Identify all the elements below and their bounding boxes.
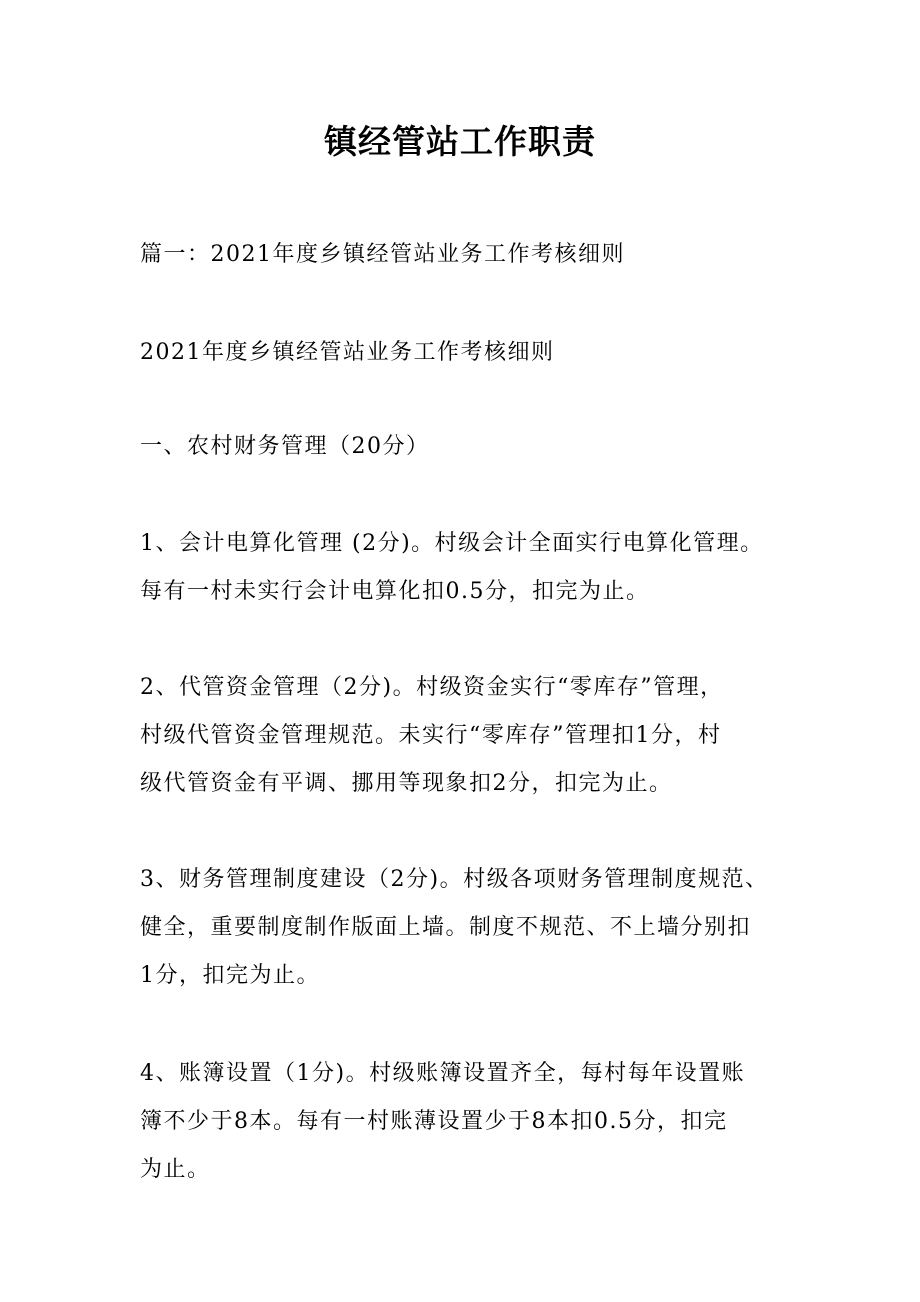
item-4-line-2: 簿不少于8本。每有一村账薄设置少于8本扣0.5分，扣完 bbox=[140, 1109, 728, 1134]
item-4-line-3: 为止。 bbox=[140, 1157, 211, 1182]
section-heading-part-one: 篇一：2021年度乡镇经管站业务工作考核细则 bbox=[140, 242, 625, 267]
item-1-line-1: 1、会计电算化管理 (2分)。村级会计全面实行电算化管理。 bbox=[140, 531, 764, 556]
item-3-line-2: 健全，重要制度制作版面上墙。制度不规范、不上墙分别扣 bbox=[140, 915, 752, 940]
item-2-line-3: 级代管资金有平调、挪用等现象扣2分，扣完为止。 bbox=[140, 771, 673, 796]
section-heading-finance: 一、农村财务管理（20分） bbox=[140, 434, 430, 459]
subtitle: 2021年度乡镇经管站业务工作考核细则 bbox=[140, 340, 555, 365]
item-3-line-1: 3、财务管理制度建设（2分)。村级各项财务管理制度规范、 bbox=[140, 867, 769, 892]
item-2-line-2: 村级代管资金管理规范。未实行“零库存”管理扣1分，村 bbox=[140, 723, 722, 748]
item-3-line-3: 1分，扣完为止。 bbox=[140, 963, 320, 988]
item-2-line-1: 2、代管资金管理（2分)。村级资金实行“零库存”管理， bbox=[140, 675, 724, 700]
item-1-line-2: 每有一村未实行会计电算化扣0.5分，扣完为止。 bbox=[140, 579, 650, 604]
document-title: 镇经管站工作职责 bbox=[324, 122, 596, 161]
item-4-line-1: 4、账簿设置（1分)。村级账簿设置齐全，每村每年设置账 bbox=[140, 1061, 746, 1086]
